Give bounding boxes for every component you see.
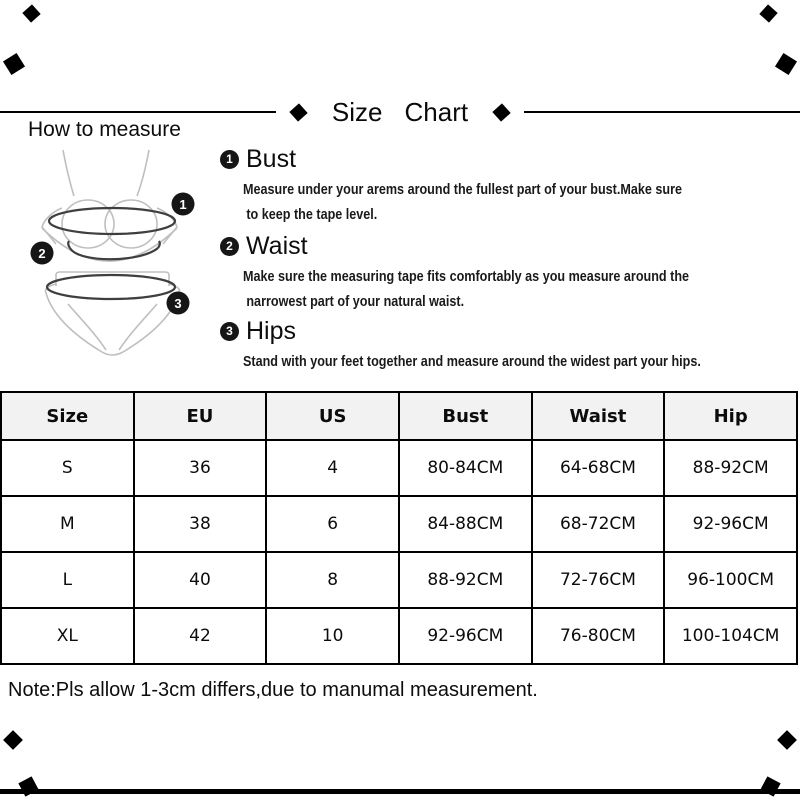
waist-tape-line — [70, 248, 158, 259]
corner-diamond-icon — [3, 730, 23, 750]
diamond-icon — [492, 103, 510, 121]
size-table — [0, 391, 798, 665]
cell-eu: 42 — [134, 608, 267, 664]
section-waist-heading — [220, 233, 795, 259]
cell-bust: 80-84CM — [399, 440, 532, 496]
cell-us: 4 — [266, 440, 399, 496]
cell-hip: 96-100CM — [664, 552, 797, 608]
bikini-outline — [42, 150, 180, 355]
cell-hip: 88-92CM — [664, 440, 797, 496]
bust-marker-number: 1 — [179, 197, 187, 212]
section-hips-title: Hips — [246, 317, 297, 345]
text-line: Measure under your arems around the fullest part of your bust.Make sure — [243, 181, 683, 198]
number-2-icon: 2 — [220, 237, 239, 256]
section-waist — [220, 233, 795, 314]
number-1-icon: 1 — [220, 150, 239, 169]
cell-bust: 92-96CM — [399, 608, 532, 664]
column-header-bust: Bust — [399, 392, 532, 440]
cell-us: 6 — [266, 496, 399, 552]
table-row-s — [1, 440, 797, 496]
cell-size: XL — [1, 608, 134, 664]
corner-diamond-icon — [759, 4, 777, 22]
cell-size: L — [1, 552, 134, 608]
page-title: Chart — [404, 96, 469, 127]
section-bust-heading — [220, 146, 795, 172]
corner-diamond-icon — [777, 730, 797, 750]
column-header-us: US — [266, 392, 399, 440]
cell-waist: 64-68CM — [532, 440, 665, 496]
corner-diamond-icon — [22, 4, 40, 22]
cell-hip: 92-96CM — [664, 496, 797, 552]
waist-marker-number: 2 — [38, 246, 46, 261]
cell-hip: 100-104CM — [664, 608, 797, 664]
corner-diamond-icon — [3, 53, 25, 75]
title-rule-right — [524, 111, 800, 113]
bikini-measurement-diagram — [20, 146, 220, 368]
cell-bust: 88-92CM — [399, 552, 532, 608]
title-rule-left — [0, 111, 276, 113]
table-row-xl — [1, 608, 797, 664]
cell-us: 8 — [266, 552, 399, 608]
corner-diamond-icon — [775, 53, 797, 75]
hip-marker-number: 3 — [174, 296, 182, 311]
text-line: to keep the tape level. — [246, 206, 378, 223]
column-header-eu: EU — [134, 392, 267, 440]
section-hips-text — [243, 349, 707, 374]
measurement-note: Note:Pls allow 1-3cm differs,due to manumal measurement. — [8, 679, 538, 701]
section-bust — [220, 146, 795, 227]
hip-tape-line — [47, 275, 175, 299]
number-3-icon: 3 — [220, 322, 239, 341]
bottom-border-line — [0, 789, 800, 794]
section-hips-heading — [220, 318, 795, 344]
cell-eu: 38 — [134, 496, 267, 552]
table-row-m — [1, 496, 797, 552]
section-bust-text — [243, 177, 707, 227]
text-line: narrowest part of your natural waist. — [246, 293, 465, 310]
text-line: Stand with your feet together and measure around the widest part your hips. — [243, 353, 701, 370]
cell-eu: 36 — [134, 440, 267, 496]
cell-waist: 68-72CM — [532, 496, 665, 552]
cell-size: S — [1, 440, 134, 496]
cell-waist: 72-76CM — [532, 552, 665, 608]
section-bust-title: Bust — [246, 145, 297, 173]
text-line: Make sure the measuring tape fits comfortably as you measure around the — [243, 268, 690, 285]
cell-waist: 76-80CM — [532, 608, 665, 664]
column-header-hip: Hip — [664, 392, 797, 440]
cell-size: M — [1, 496, 134, 552]
how-to-measure-heading: How to measure — [28, 118, 181, 141]
column-header-size: Size — [1, 392, 134, 440]
page-title: Size — [331, 96, 383, 127]
cell-us: 10 — [266, 608, 399, 664]
cell-eu: 40 — [134, 552, 267, 608]
section-hips — [220, 318, 795, 374]
diamond-icon — [289, 103, 307, 121]
measuring-tape-lines — [47, 208, 175, 299]
table-row-l — [1, 552, 797, 608]
cell-bust: 84-88CM — [399, 496, 532, 552]
section-waist-text — [243, 264, 707, 314]
size-table-header-row — [1, 392, 797, 440]
section-waist-title: Waist — [246, 232, 308, 260]
column-header-waist: Waist — [532, 392, 665, 440]
